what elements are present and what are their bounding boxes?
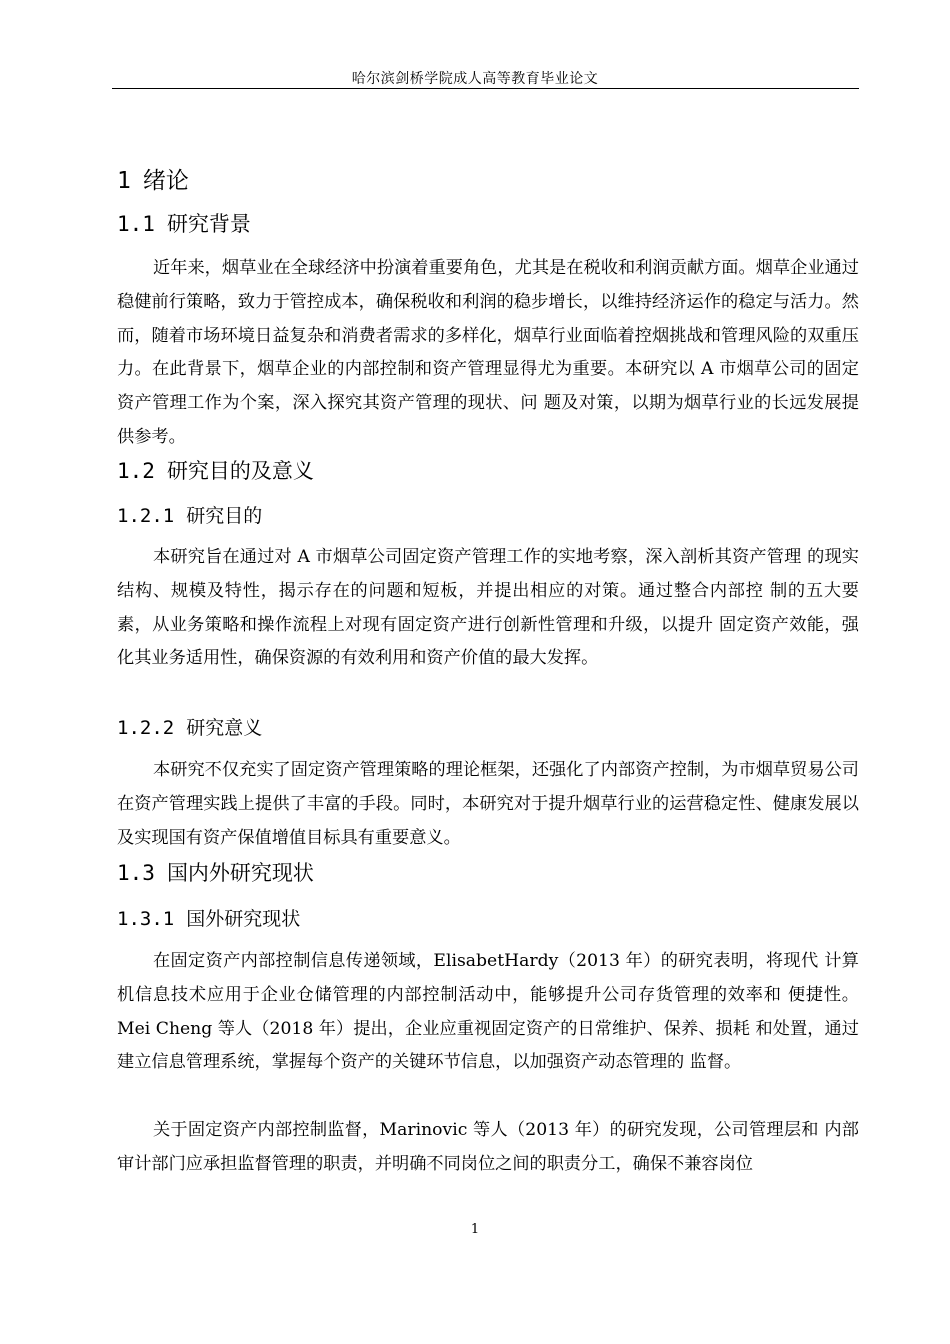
heading-title: 研究背景 (166, 212, 251, 236)
heading-section-1-2-1 (117, 501, 262, 528)
paragraph-significance: 本研究不仅充实了固定资产管理策略的理论框架，还强化了内部资产控制，为市烟草贸易公司在资产管理实践上提供了丰富的手段。同时，本研究对于提升烟草行业的运营稳定性、健康发展以及实现国有资产保值增值目标具有重要意义。 (117, 760, 859, 848)
paragraph-foreign-research-2: 关于固定资产内部控制监督，Marinovic 等人（2013 年）的研究发现，公司管理层和 内部审计部门应承担监督管理的职责，并明确不同岗位之间的职责分工，确保不兼容岗位 (117, 1120, 859, 1174)
paragraph-foreign-research-1: 在固定资产内部控制信息传递领域，ElisabetHardy（2013 年）的研究表明，将现代 计算机信息技术应用于企业仓储管理的内部控制活动中，能够提升公司存货管理的效率和 便捷性。Mei Cheng 等人（2018 年）提出，企业应重视固定资产的日常维护、保养、损耗 和处置，通过建立信息管理系统，掌握每个资产的关键环节信息，以加强资产动态管理的 监督。 (117, 951, 859, 1073)
heading-section-1-3 (117, 857, 314, 887)
heading-title: 绪论 (142, 168, 189, 194)
heading-number: 1.2.2 (117, 717, 175, 739)
heading-chapter-1 (117, 162, 189, 195)
header-divider (112, 88, 859, 89)
heading-section-1-3-1 (117, 904, 300, 931)
heading-number: 1.3.1 (117, 908, 175, 930)
paragraph-purpose: 本研究旨在通过对 A 市烟草公司固定资产管理工作的实地考察，深入剖析其资产管理 的现实结构、规模及特性，揭示存在的问题和短板，并提出相应的对策。通过整合内部控 制的五大要素，从业务策略和操作流程上对现有固定资产进行创新性管理和升级，以提升 固定资产效能，强化其业务适用性，确保资源的有效利用和资产价值的最大发挥。 (117, 547, 859, 669)
heading-title: 研究意义 (186, 717, 263, 739)
page-number: 1 (470, 1222, 480, 1237)
running-header: 哈尔滨剑桥学院成人高等教育毕业论文 (351, 71, 599, 87)
heading-title: 研究目的及意义 (166, 459, 314, 483)
heading-section-1-1 (117, 208, 251, 238)
heading-number: 1 (117, 168, 131, 194)
heading-section-1-2-2 (117, 713, 262, 740)
heading-title: 研究目的 (186, 505, 263, 527)
heading-title: 国外研究现状 (186, 908, 301, 930)
heading-number: 1.3 (117, 861, 155, 885)
heading-number: 1.2.1 (117, 505, 175, 527)
heading-title: 国内外研究现状 (166, 861, 314, 885)
heading-number: 1.1 (117, 212, 155, 236)
heading-number: 1.2 (117, 459, 155, 483)
heading-section-1-2 (117, 455, 314, 485)
paragraph-background: 近年来，烟草业在全球经济中扮演着重要角色，尤其是在税收和利润贡献方面。烟草企业通过稳健前行策略，致力于管控成本，确保税收和利润的稳步增长，以维持经济运作的稳定与活力。然而，随着市场环境日益复杂和消费者需求的多样化，烟草行业面临着控烟挑战和管理风险的双重压力。在此背景下，烟草企业的内部控制和资产管理显得尤为重要。本研究以 A 市烟草公司的固定资产管理工作为个案，深入探究其资产管理的现状、问 题及对策，以期为烟草行业的长远发展提供参考。 (117, 258, 859, 447)
